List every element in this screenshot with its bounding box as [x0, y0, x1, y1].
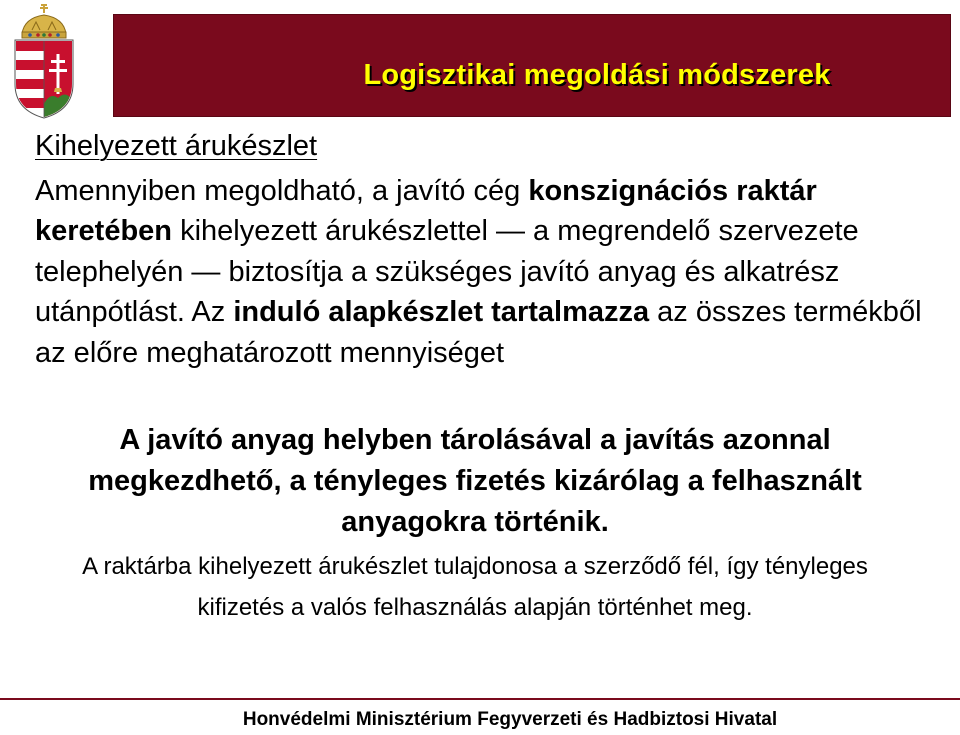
slide-body: [35, 126, 935, 373]
slide-title: Logisztikai megoldási módszerek: [363, 59, 831, 91]
title-banner: [113, 14, 951, 117]
paragraph-bold-2: induló alapkészlet tartalmazza: [233, 296, 650, 328]
footer-organization: Honvédelmi Minisztérium Fegyverzeti és Hadbiztosi Hivatal: [242, 709, 778, 730]
section-heading: Kihelyezett árukészlet: [35, 130, 318, 162]
paragraph-bold-1: konszignációs raktár keretében: [35, 174, 817, 247]
paragraph-javito-anyag: A javító anyag helyben tárolásával a javítás azonnal megkezdhető, a tényleges fizetés kizárólag a felhasznált anyagokra történik.: [88, 424, 862, 538]
paragraph-text-1: Amennyiben megoldható, a javító cég: [35, 174, 529, 207]
footer-divider: [0, 698, 960, 700]
paragraph-text-3: az összes termékből az előre meghatározott mennyiséget: [35, 296, 922, 369]
paragraph-text-2: kihelyezett árukészlettel — a megrendelő szervezete telephelyén — biztosítja a szükséges javító anyag és alkatrész utánpótlást. Az: [35, 215, 859, 328]
paragraph-konszignacios: [35, 171, 935, 374]
paragraph-raktar-tulajdonos: A raktárba kihelyezett árukészlet tulajdonosa a szerződő fél, így tényleges kifizetés a valós felhasználás alapján történhet meg.: [82, 553, 868, 621]
hungarian-coat-of-arms-icon: [12, 4, 76, 120]
holy-crown-icon: [22, 4, 66, 38]
